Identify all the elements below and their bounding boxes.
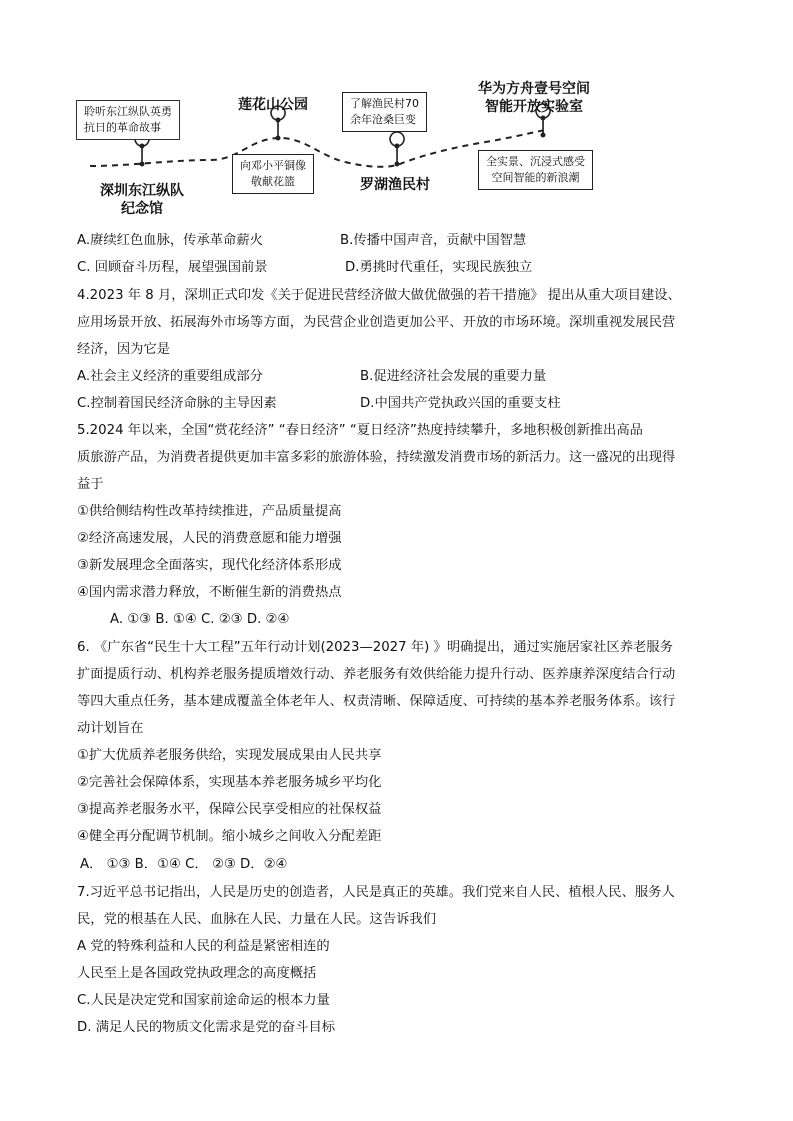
q6-stem-line3: 等四大重点任务，基本建成覆盖全体老年人、权责清晰、保障适度、可持续的基本养老服务体系。该行 [77, 694, 676, 709]
q3-option-b: B.传播中国声音，贡献中国智慧 [340, 233, 527, 248]
q4-option-c: C.控制着国民经济命脉的主导因素 [77, 396, 277, 411]
stop1-note-line2: 抗日的革命故事 [84, 121, 161, 134]
stop3-note-line2: 余年沧桑巨变 [350, 113, 416, 126]
q6-item-2: ②完善社会保障体系，实现基本养老服务城乡平均化 [77, 775, 382, 790]
q3-option-d: D.勇挑时代重任，实现民族独立 [345, 260, 533, 275]
q5-item-3: ③新发展理念全面落实，现代化经济体系形成 [77, 558, 342, 573]
stop2-note [232, 154, 314, 194]
q7-option-a: A 党的特殊利益和人民的利益是紧密相连的 [77, 939, 330, 954]
q5-item-4: ④国内需求潜力释放，不断催生新的消费热点 [77, 585, 342, 600]
q5-stem-line2: 质旅游产品，为消费者提供更加丰富多彩的旅游体验，持续激发消费市场的新活力。这一盛况的出现得 [77, 450, 676, 465]
stop4-note-line1: 全实景、沉浸式感受 [486, 155, 585, 168]
stop3-note-line1: 了解渔民村70 [350, 97, 419, 110]
stop1-label-line1: 深圳东江纵队 [100, 183, 184, 199]
q6-stem-line2: 扩面提质行动、机构养老服务提质增效行动、养老服务有效供给能力提升行动、医养康养深度结合行动 [77, 667, 676, 682]
q7-stem-line2: 民，党的根基在人民、血脉在人民、力量在人民。这告诉我们 [77, 912, 437, 927]
stop1-note-line1: 聆听东江纵队英勇 [84, 105, 172, 118]
q4-option-a: A.社会主义经济的重要组成部分 [77, 369, 263, 384]
q4-option-b: B.促进经济社会发展的重要力量 [360, 369, 547, 384]
q6-choices: A． ①③ B．①④ C． ②③ D．②④ [80, 857, 288, 872]
stop3-note [342, 92, 427, 132]
q4-stem-line2: 应用场景开放、拓展海外市场等方面，为民营企业创造更加公平、开放的市场环境。深圳重视发展民营 [77, 315, 676, 330]
stop2-note-line1: 向邓小平铜像 [240, 159, 306, 172]
stop4-note-line2: 空间智能的新浪潮 [491, 171, 580, 184]
q6-item-1: ①扩大优质养老服务供给，实现发展成果由人民共享 [77, 748, 382, 763]
q5-stem-line3: 益于 [77, 477, 104, 492]
stop4-label-line1: 华为方舟壹号空间 [478, 81, 590, 97]
q7-option-b: 人民至上是各国政党执政理念的高度概括 [77, 966, 317, 981]
q5-stem-line1: 5.2024 年以来，全国“赏花经济” “春日经济” “夏日经济”热度持续攀升，多地积极创新推出高品 [77, 423, 643, 438]
q7-option-c: C.人民是决定党和国家前途命运的根本力量 [77, 993, 330, 1008]
q6-stem-line1: 6. 《广东省“民生十大工程”五年行动计划(2023—2027 年) 》明确提出，通过实施居家社区养老服务 [77, 640, 673, 655]
q4-option-d: D.中国共产党执政兴国的重要支柱 [360, 396, 561, 411]
q6-item-3: ③提高养老服务水平，保障公民享受相应的社保权益 [77, 802, 382, 817]
stop3-label: 罗湖渔民村 [360, 177, 430, 193]
q3-option-c: C. 回顾奋斗历程，展望强国前景 [77, 260, 268, 275]
q3-option-a: A.赓续红色血脉，传承革命薪火 [77, 233, 263, 248]
stop4-label-line2: 智能开放实验室 [485, 99, 583, 115]
stop4-label [478, 80, 590, 116]
stop2-note-line2: 敬献花篮 [251, 175, 295, 188]
stop1-label-line2: 纪念馆 [121, 201, 163, 217]
q7-stem-line1: 7.习近平总书记指出，人民是历史的创造者，人民是真正的英雄。我们党来自人民、植根人民、服务人 [77, 885, 675, 900]
q6-stem-line4: 动计划旨在 [77, 721, 144, 736]
q4-stem-line3: 经济，因为它是 [77, 342, 171, 357]
q7-option-d: D. 满足人民的物质文化需求是党的奋斗目标 [77, 1020, 336, 1035]
q5-item-2: ②经济高速发展，人民的消费意愿和能力增强 [77, 531, 342, 546]
q5-item-1: ①供给侧结构性改革持续推进，产品质量提高 [77, 504, 342, 519]
stop4-note [478, 150, 593, 190]
stop1-label [100, 182, 184, 218]
q4-stem-line1: 4.2023 年 8 月，深圳正式印发《关于促进民营经济做大做优做强的若干措施》 提出从重大项目建设、 [77, 288, 681, 303]
q6-item-4: ④健全再分配调节机制。缩小城乡之间收入分配差距 [77, 829, 382, 844]
location-pin-icon [390, 132, 404, 166]
route-map [70, 78, 630, 228]
stop2-label: 莲花山公园 [238, 97, 308, 113]
stop1-note [76, 100, 180, 140]
q5-choices: A. ①③ B. ①④ C. ②③ D. ②④ [110, 612, 290, 627]
